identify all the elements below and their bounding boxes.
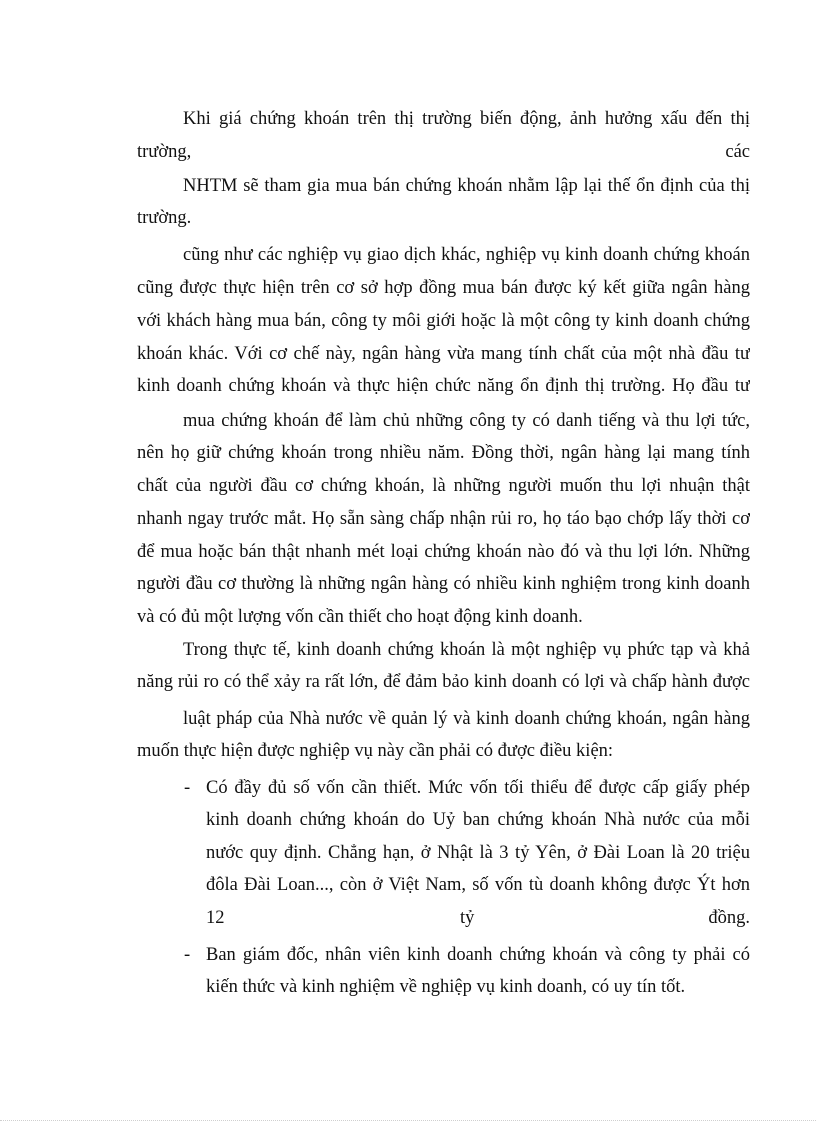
paragraph-3-line-4: nhanh ngay trước mắt. Họ sẵn sàng chấp nhận rủi ro, họ táo bạo chớp lấy thời cơ [137,509,750,529]
paragraph-1-line-4: trường. [137,208,192,228]
paragraph-2-line-3: với khách hàng mua bán, công ty môi giới hoặc là một công ty kinh doanh chứng [137,311,750,331]
paragraph-1-line-2-left: trường, [137,142,192,162]
paragraph-2-line-4: khoán khác. Với cơ chế này, ngân hàng vừa mang tính chất của một nhà đầu tư [137,344,750,364]
paragraph-4-line-1: Trong thực tế, kinh doanh chứng khoán là một nghiệp vụ phức tạp và khả [183,640,750,660]
paragraph-3-line-1: mua chứng khoán để làm chủ những công ty có danh tiếng và thu lợi tức, [183,411,750,431]
bullet-1-line-2: kinh doanh chứng khoán do Uỷ ban chứng khoán Nhà nước của mỗi [206,810,750,830]
paragraph-4-line-2: năng rủi ro có thể xảy ra rất lớn, để đảm bảo kinh doanh có lợi và chấp hành được [137,672,750,692]
paragraph-3-line-7: và có đủ một lượng vốn cần thiết cho hoạt động kinh doanh. [137,607,583,627]
paragraph-3-line-6: người đầu cơ thường là những ngân hàng có nhiều kinh nghiệm trong kinh doanh [137,574,750,594]
paragraph-2-line-1: cũng như các nghiệp vụ giao dịch khác, nghiệp vụ kinh doanh chứng khoán [183,245,750,265]
bullet-1-line-4: đôla Đài Loan..., còn ở Việt Nam, số vốn tù doanh không được Ýt hơn [206,875,750,895]
paragraph-5-line-2: muốn thực hiện được nghiệp vụ này cần phải có được điều kiện: [137,741,614,761]
paragraph-2-line-5: kinh doanh chứng khoán và thực hiện chức năng ổn định thị trường. Họ đầu tư [137,376,750,396]
paragraph-2-line-2: cũng được thực hiện trên cơ sở hợp đồng mua bán được ký kết giữa ngân hàng [137,278,750,298]
bullet-marker-1: - [184,778,191,798]
bullet-1-line-3: nước quy định. Chẳng hạn, ở Nhật là 3 tỷ Yên, ở Đài Loan là 20 triệu [206,843,750,863]
page-bottom-divider [0,1120,816,1121]
paragraph-3-line-2: nên họ giữ chứng khoán trong nhiều năm. Đồng thời, ngân hàng lại mang tính [137,443,750,463]
paragraph-5-line-1: luật pháp của Nhà nước về quản lý và kinh doanh chứng khoán, ngân hàng [183,709,750,729]
bullet-2-line-2: kiến thức và kinh nghiệm về nghiệp vụ kinh doanh, có uy tín tốt. [206,977,686,997]
bullet-1-line-5-unit: tỷ [460,908,475,928]
paragraph-3-line-3: chất của người đầu cơ chứng khoán, là những người muốn thu lợi nhuận thật [137,476,750,496]
bullet-1-line-5-number: 12 [206,908,225,928]
bullet-1-line-1: Có đầy đủ số vốn cần thiết. Mức vốn tối thiểu để được cấp giấy phép [206,778,750,798]
paragraph-1-line-3: NHTM sẽ tham gia mua bán chứng khoán nhằm lập lại thế ổn định của thị [183,176,750,196]
bullet-marker-2: - [184,945,191,965]
paragraph-3-line-5: để mua hoặc bán thật nhanh mét loại chứng khoán nào đó và thu lợi lớn. Những [137,542,750,562]
paragraph-1-line-2-right: các [725,142,750,162]
bullet-1-line-5-currency: đồng. [708,908,750,928]
paragraph-1-line-1: Khi giá chứng khoán trên thị trường biến động, ảnh hưởng xấu đến thị [183,109,750,129]
bullet-2-line-1: Ban giám đốc, nhân viên kinh doanh chứng khoán và công ty phải có [206,945,750,965]
